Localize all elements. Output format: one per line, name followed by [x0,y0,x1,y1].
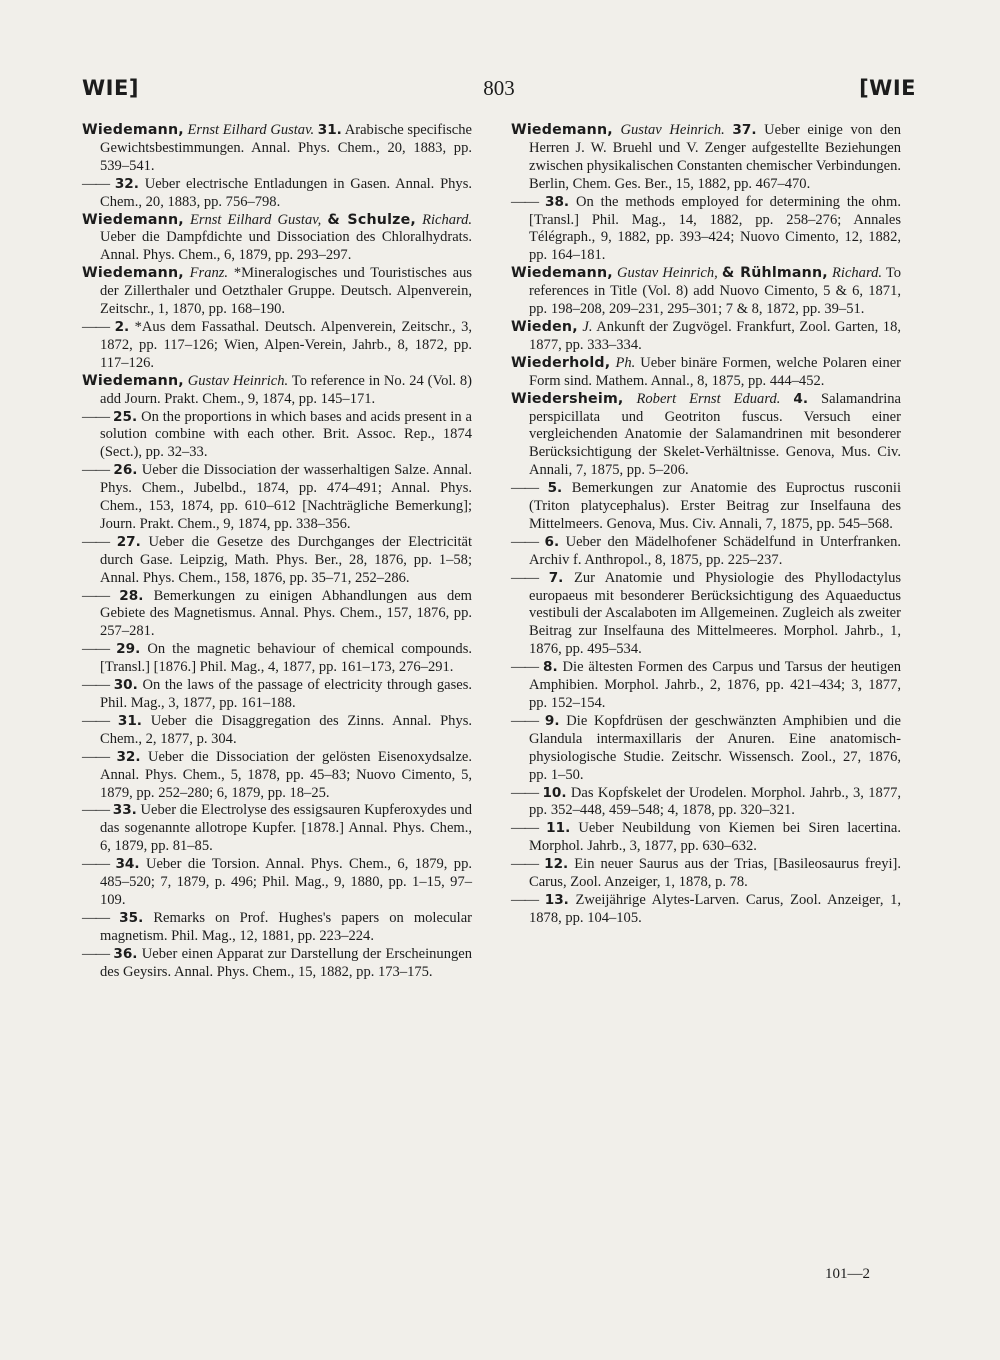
author-given-names: Gustav Heinrich. [620,122,725,138]
bibliography-entry [82,946,472,982]
author-surname: Wiedemann, [511,265,613,282]
bibliography-entry [82,462,472,534]
entry-number: 32. [114,175,139,192]
left-column [82,122,472,982]
coauthor-surname: & Schulze, [327,211,416,228]
bibliography-entry [82,176,472,212]
bibliography-entry [82,749,472,803]
signature-mark: 101—2 [825,1266,870,1282]
entry-text: *Mineralogisches und Touristisches aus der Zillerthaler und Oetzthaler Gruppe. Deutsch. Alpenverein, Zeitschr., 1, 1870, pp. 168–190. [100,265,473,318]
entry-text: Ueber den Mädelhofener Schädelfund in Unterfranken. Archiv f. Anthropol., 8, 1875, pp. 225–237. [529,533,901,568]
bibliography-entry [82,802,472,856]
entry-text: *Aus dem Fassathal. Deutsch. Alpenverein, Zeitschr., 3, 1872, pp. 117–126; Wien, Alpen-Verein, Jahrb., 8, 1872, pp. 117–126. [100,318,473,371]
repeat-dash: —— [82,909,110,926]
author-given-names: Ph. [615,354,636,371]
entry-text: On the magnetic behaviour of chemical compounds. [Transl.] [1876.] Phil. Mag., 4, 1877, pp. 161–173, 276–291. [100,641,472,676]
entry-text: On the methods employed for determining the ohm. [Transl.] Phil. Mag., 14, 1882, pp. 258–276; Annales Télégraph., 9, 1882, pp. 393–424; Nuovo Cimento, 12, 1882, pp. 164–181. [529,193,901,264]
author-surname: Wiederhold, [511,354,611,371]
entry-number: 33. [112,802,137,819]
author-given-names: Ernst Eilhard Gustav. [187,122,315,138]
entry-text: Ueber Neubildung von Kiemen bei Siren lacertina. Morphol. Jahrb., 3, 1877, pp. 630–632. [529,820,902,855]
bibliography-entry [511,480,901,534]
repeat-dash: —— [82,856,110,873]
bibliography-entry [511,194,901,266]
repeat-dash: —— [511,480,539,497]
bibliography-entry [511,713,901,785]
author-given-names: Ernst Eilhard Gustav, [189,211,322,228]
entry-text: Ueber electrische Entladungen in Gasen. Annal. Phys. Chem., 20, 1883, pp. 756–798. [100,175,472,210]
entry-number: 38. [545,193,570,210]
repeat-dash: —— [82,748,110,765]
bibliography-entry [511,319,901,355]
entry-number: 4. [793,390,808,407]
entry-number: 25. [113,408,138,425]
entry-text: Ein neuer Saurus aus der Trias, [Basileosaurus freyi]. Carus, Zool. Anzeiger, 1, 1878, p. 78. [529,856,901,891]
entry-text: Ueber einige von den Herren J. W. Bruehl und V. Zenger aufgestellte Beziehungen zwischen physikalischen Constanten chemischer Verbindungen. Berlin, Chem. Ges. Ber., 15, 1882, pp. 467–470. [529,122,902,192]
entry-text: Arabische specifische Gewichtsbestimmungen. Annal. Phys. Chem., 20, 1883, pp. 539–541. [100,122,472,174]
repeat-dash: —— [511,193,539,210]
repeat-dash: —— [511,533,539,550]
repeat-dash: —— [82,408,110,425]
entry-text: Bemerkungen zur Anatomie des Euproctus rusconii (Triton platycephalus). Erster Beitrag zur Inselfauna des Mittelmeers. Genova, Mus. Civ. Annali, 7, 1875, pp. 545–568. [529,480,902,532]
repeat-dash: —— [82,641,110,658]
entry-text: Ueber einen Apparat zur Darstellung der Erscheinungen des Geysirs. Annal. Phys. Chem., 15, 1882, pp. 173–175. [100,945,472,980]
entry-text: Ueber die Gesetze des Durchganges der Electricität durch Gase. Leipzig, Math. Phys. Ber., 28, 1876, pp. 1–58; Annal. Phys. Chem., 158, 1876, pp. 35–71, 252–286. [100,533,473,586]
author-given-names: Robert Ernst Eduard. [636,390,781,407]
entry-number: 28. [119,587,144,604]
bibliography-entry [82,409,472,463]
bibliography-entry [511,391,901,481]
page-number: 803 [483,76,515,100]
running-head-right: [WIE [859,76,916,100]
entry-text: Ankunft der Zugvögel. Frankfurt, Zool. Garten, 18, 1877, pp. 333–334. [529,318,901,353]
entry-text: Remarks on Prof. Hughes's papers on molecular magnetism. Phil. Mag., 12, 1881, pp. 223–224. [100,909,472,944]
author-given-names: Gustav Heinrich. [187,372,289,389]
bibliography-entry [82,910,472,946]
entry-number: 27. [116,533,141,550]
entry-text: To references in Title (Vol. 8) add Nuovo Cimento, 5 & 6, 1871, pp. 198–208, 209–231, 295–301; 7 & 8, 1872, pp. 39–51. [529,265,902,318]
entry-number: 35. [119,909,144,926]
entry-number: 7. [548,569,564,586]
right-column [511,122,901,928]
entry-number: 31. [117,712,142,729]
entry-text: Die ältesten Formen des Carpus und Tarsus der heutigen Amphibien. Morphol. Jahrb., 2, 1876, pp. 421–434; 3, 1877, pp. 152–154. [529,659,902,711]
repeat-dash: —— [82,587,110,604]
entry-text: Ueber die Dampfdichte und Dissociation des Chloralhydrats. Annal. Phys. Chem., 6, 1879, pp. 293–297. [100,229,472,264]
entry-text: On the proportions in which bases and acids present in a solution combine with each other. Brit. Assoc. Rep., 1874 (Sect.), pp. 32–33. [100,408,473,461]
entry-number: 32. [116,748,141,765]
coauthor-given-names: Richard. [422,211,473,228]
bibliography-entry [82,265,472,319]
repeat-dash: —— [82,802,110,819]
author-surname: Wieden, [511,318,578,335]
entry-number: 9. [544,712,560,729]
bibliography-entry [82,677,472,713]
coauthor-surname: & Rühlmann, [721,265,828,282]
entry-text: Bemerkungen zu einigen Abhandlungen aus dem Gebiete des Magnetismus. Annal. Phys. Chem., 157, 1876, pp. 257–281. [100,587,472,640]
author-surname: Wiedemann, [82,211,184,228]
entry-number: 12. [544,856,569,873]
entry-text: Das Kopfskelet der Urodelen. Morphol. Jahrb., 3, 1877, pp. 352–448, 459–548; 4, 1878, pp. 320–321. [529,784,902,819]
bibliography-entry [82,319,472,373]
entry-text: Ueber binäre Formen, welche Polaren einer Form sind. Mathem. Annal., 8, 1875, pp. 444–452. [529,354,902,389]
bibliography-entry [511,570,901,660]
entry-number: 36. [113,945,138,962]
bibliography-entry [82,856,472,910]
bibliography-entry [82,122,472,176]
bibliography-entry [82,212,472,266]
entry-number: 29. [116,641,141,658]
running-head [82,76,916,106]
entry-number: 13. [544,891,569,908]
bibliography-entry [511,659,901,713]
entry-text: On the laws of the passage of electricity through gases. Phil. Mag., 3, 1877, pp. 161–188. [100,677,473,711]
bibliography-entry [82,713,472,749]
entry-text: Ueber die Electrolyse des essigsauren Kupferoxydes und das sogenannte allotrope Kupfer. [1878.] Annal. Phys. Chem., 6, 1879, pp. 81–85. [100,802,472,855]
author-surname: Wiedemann, [82,265,184,282]
bibliography-entry [82,534,472,588]
entry-number: 10. [542,784,567,801]
entry-number: 37. [732,122,757,138]
entry-number: 11. [546,820,571,837]
entry-text: Ueber die Dissociation der wasserhaltigen Salze. Annal. Phys. Chem., Jubelbd., 1874, pp. 474–491; Annal. Phys. Chem., 153, 1874, pp. 610–612 [Nachträgliche Bemerkung]; Journ. Prakt. Chem., 9, 1874, pp. 338–356. [100,462,472,532]
author-given-names: J. [582,318,593,335]
entry-text: Zweijährige Alytes-Larven. Carus, Zool. Anzeiger, 1, 1878, pp. 104–105. [529,891,902,926]
repeat-dash: —— [511,820,539,837]
author-given-names: Gustav Heinrich, [617,265,718,282]
entry-text: Ueber die Disaggregation des Zinns. Annal. Phys. Chem., 2, 1877, p. 304. [100,712,473,747]
entry-text: Salamandrina perspicillata und Geotriton fuscus. Versuch einer vergleichenden Anatomie der Salamandrinen mit besonderer Berücksichtigung der Skelet-Verhältnisse. Genova, Mus. Civ. Annali, 7, 1875, pp. 5–206. [529,390,901,479]
author-surname: Wiedemann, [82,372,184,389]
bibliography-entry [511,820,901,856]
bibliography-entry [82,588,472,642]
entry-text: Ueber die Torsion. Annal. Phys. Chem., 6, 1879, pp. 485–520; 7, 1879, p. 496; Phil. Mag., 9, 1880, pp. 1–15, 97–109. [100,856,472,908]
repeat-dash: —— [82,175,110,192]
entry-number: 5. [547,480,563,497]
repeat-dash: —— [511,569,539,586]
repeat-dash: —— [511,784,539,801]
repeat-dash: —— [511,856,539,873]
entry-number: 8. [543,659,558,676]
author-surname: Wiedemann, [511,122,613,138]
repeat-dash: —— [82,945,110,962]
entry-number: 6. [544,533,560,550]
running-head-left: WIE] [82,76,139,100]
entry-number: 26. [113,462,138,479]
repeat-dash: —— [82,677,110,694]
bibliography-entry [82,373,472,409]
repeat-dash: —— [511,659,539,676]
entry-text: Die Kopfdrüsen der geschwänzten Amphibien und die Glandula intermaxillaris der Anuren. Eine anatomisch-physiologische Studie. Zeitschr. Wissensch. Zool., 27, 1876, pp. 1–50. [529,712,902,783]
bibliography-entry [511,355,901,391]
repeat-dash: —— [82,462,110,479]
entry-number: 31. [317,122,342,138]
bibliography-entry [511,265,901,319]
repeat-dash: —— [511,891,539,908]
entry-number: 34. [115,856,140,873]
entry-number: 2. [114,318,130,335]
bibliography-entry [511,856,901,892]
repeat-dash: —— [82,318,110,335]
coauthor-given-names: Richard. [832,265,882,282]
bibliography-entry [82,641,472,677]
entry-number: 30. [113,677,138,694]
bibliography-entry [511,892,901,928]
bibliography-entry [511,785,901,821]
author-given-names: Franz. [189,265,229,282]
author-surname: Wiedemann, [82,122,184,138]
repeat-dash: —— [82,712,110,729]
entry-text: To reference in No. 24 (Vol. 8) add Journ. Prakt. Chem., 9, 1874, pp. 145–171. [100,372,473,407]
entry-text: Ueber die Dissociation der gelösten Eisenoxydsalze. Annal. Phys. Chem., 5, 1878, pp. 45–83; Nuovo Cimento, 5, 1879, pp. 252–280; 6, 1879, pp. 18–25. [100,748,472,801]
repeat-dash: —— [82,533,110,550]
entry-text: Zur Anatomie und Physiologie des Phyllodactylus europaeus mit besonderer Berücksichtigung des Aquaeductus vestibuli der Ascalaboten im Allgemeinen. Zugleich als zweiter Beitrag zur Inselfauna des Mittelmeeres. Morphol. Jahrb., 1, 1876, pp. 495–534. [529,569,901,658]
bibliography-entry [511,122,901,194]
repeat-dash: —— [511,712,539,729]
author-surname: Wiedersheim, [511,390,624,407]
bibliography-entry [511,534,901,570]
